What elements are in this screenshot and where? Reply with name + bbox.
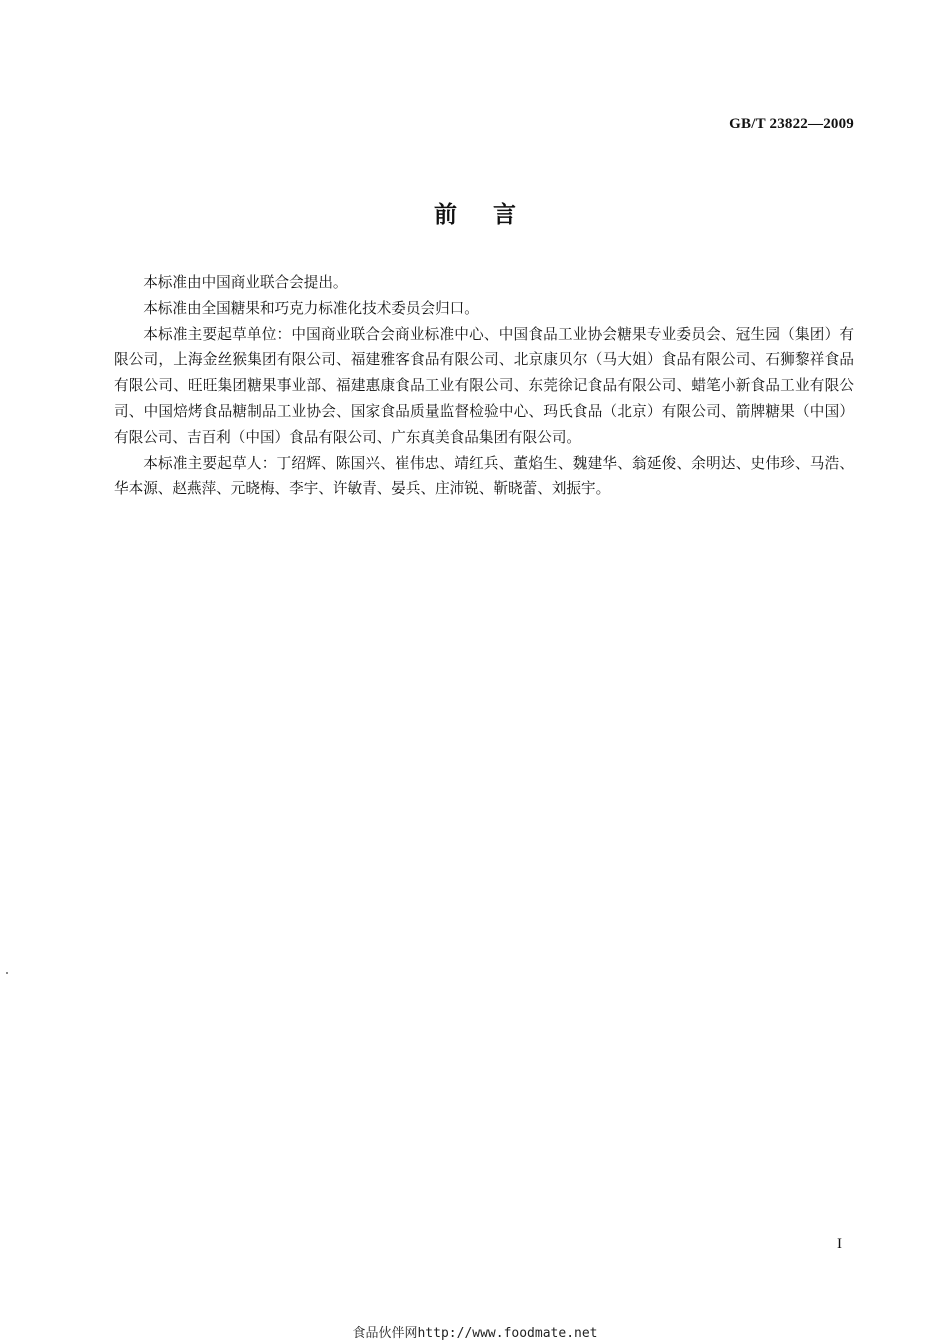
page-number: I xyxy=(837,1236,842,1252)
paragraph-drafting-units: 本标准主要起草单位：中国商业联合会商业标准中心、中国食品工业协会糖果专业委员会、冠生园（集团）有限公司，上海金丝猴集团有限公司、福建雅客食品有限公司、北京康贝尔（马大姐）食品有限公司、石狮黎祥食品有限公司、旺旺集团糖果事业部、福建惠康食品工业有限公司、东莞徐记食品有限公司、蜡笔小新食品工业有限公司、中国焙烤食品糖制品工业协会、国家食品质量监督检验中心、玛氏食品（北京）有限公司、箭牌糖果（中国）有限公司、吉百利（中国）食品有限公司、广东真美食品集团有限公司。 xyxy=(114,325,854,446)
paragraph-centralized-by: 本标准由全国糖果和巧克力标准化技术委员会归口。 xyxy=(143,299,479,317)
foreword-body xyxy=(114,270,854,502)
page-title: 前言 xyxy=(434,202,552,228)
standard-code: GB/T 23822—2009 xyxy=(729,116,854,132)
scan-speck xyxy=(6,972,8,974)
paragraph-drafters: 本标准主要起草人：丁绍辉、陈国兴、崔伟忠、靖红兵、董焰生、魏建华、翁延俊、余明达、史伟珍、马浩、华本源、赵燕萍、元晓梅、李宇、许敏青、晏兵、庄沛锐、靳晓蕾、刘振宇。 xyxy=(114,454,854,498)
paragraph-proposed-by: 本标准由中国商业联合会提出。 xyxy=(143,274,348,291)
footer-watermark: 食品伙伴网http://www.foodmate.net xyxy=(352,1326,598,1341)
